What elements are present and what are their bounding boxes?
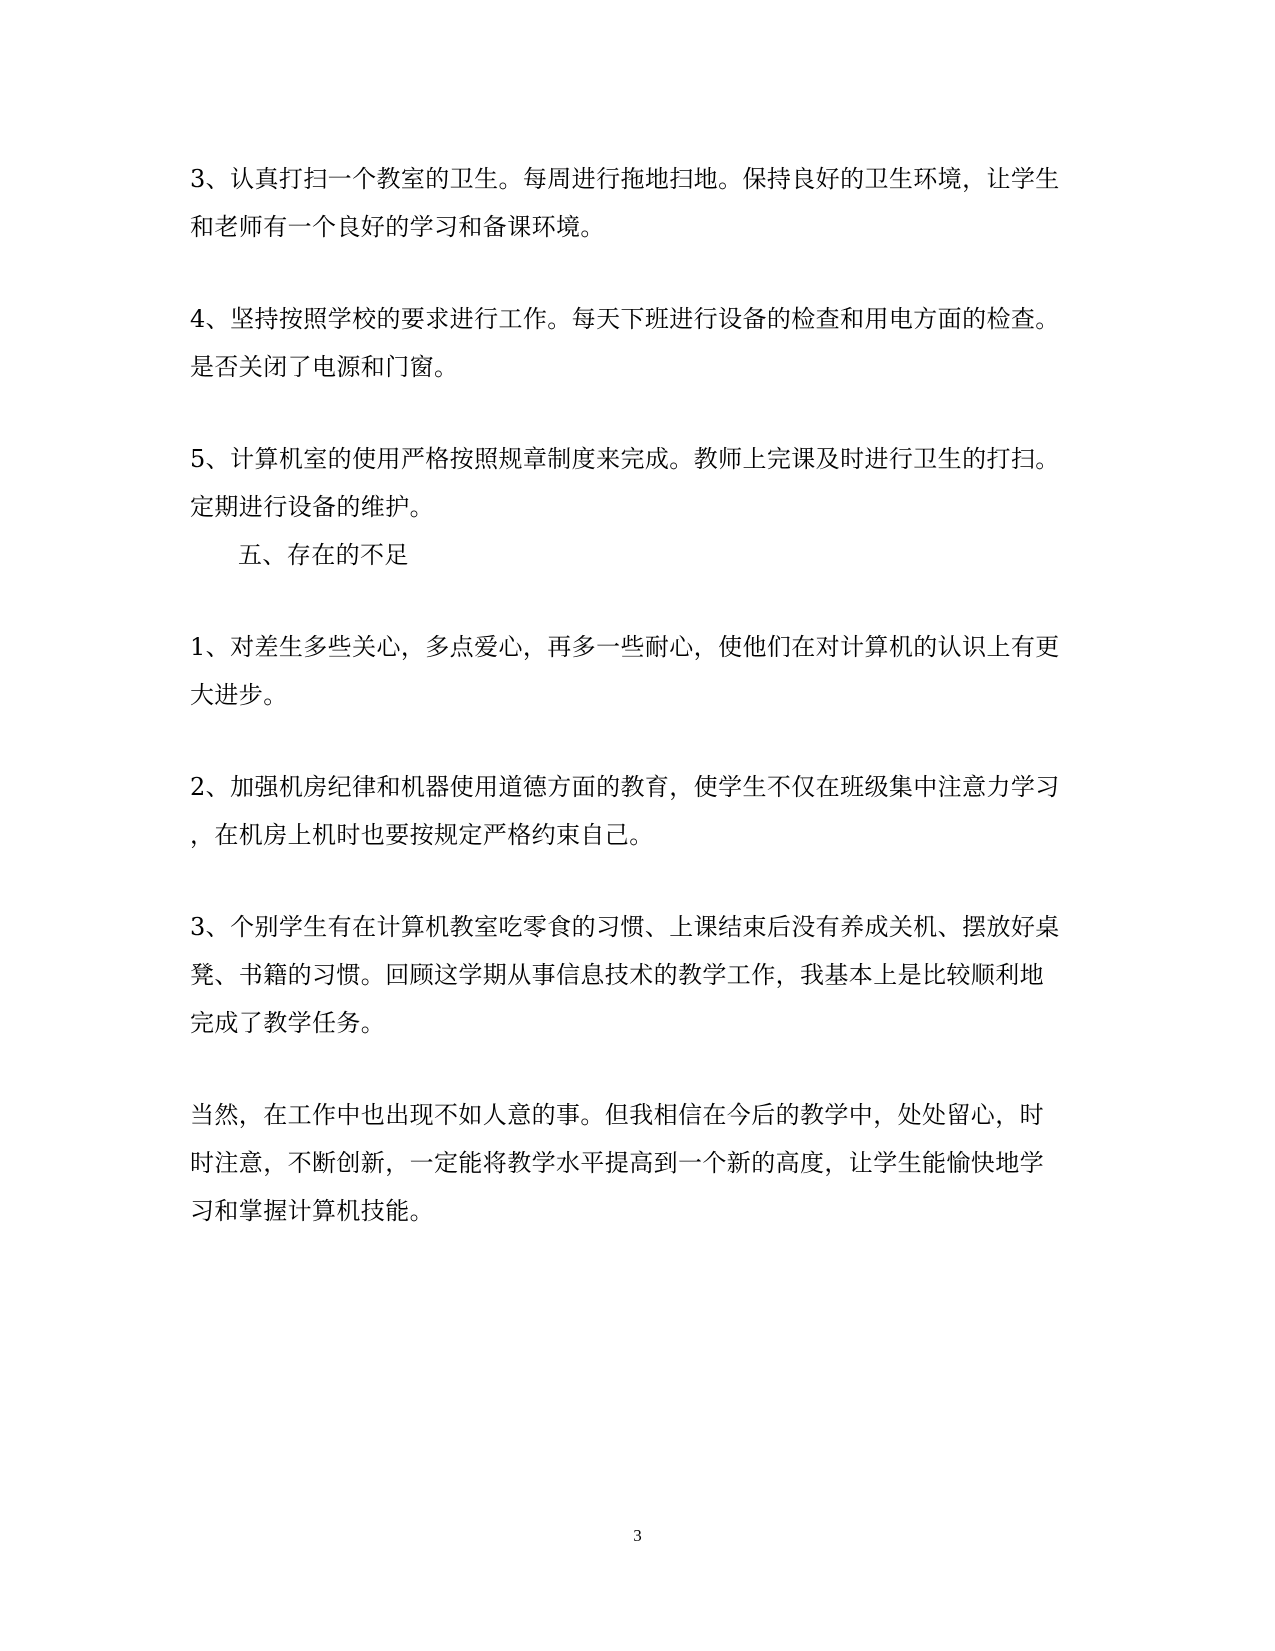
paragraph-line: 3、个别学生有在计算机教室吃零食的习惯、上课结束后没有养成关机、摆放好桌 [190,913,1060,941]
paragraph-line: 时注意，不断创新，一定能将教学水平提高到一个新的高度，让学生能愉快地学 [190,1149,1044,1177]
paragraph-line: 2、加强机房纪律和机器使用道德方面的教育，使学生不仅在班级集中注意力学习 [190,773,1060,801]
paragraph-line: 完成了教学任务。 [190,1009,386,1037]
paragraph-line: 大进步。 [190,681,288,709]
paragraph-line: 定期进行设备的维护。 [190,493,434,521]
paragraph-line: 是否关闭了电源和门窗。 [190,353,459,381]
paragraph-line: 习和掌握计算机技能。 [190,1197,434,1225]
section-heading: 五、存在的不足 [238,541,409,569]
paragraph-line: 凳、书籍的习惯。回顾这学期从事信息技术的教学工作，我基本上是比较顺利地 [190,961,1044,989]
paragraph-line: 1、对差生多些关心，多点爱心，再多一些耐心，使他们在对计算机的认识上有更 [190,633,1060,661]
paragraph-line: 5、计算机室的使用严格按照规章制度来完成。教师上完课及时进行卫生的打扫。 [190,445,1060,473]
paragraph-line: 4、坚持按照学校的要求进行工作。每天下班进行设备的检查和用电方面的检查。 [190,305,1060,333]
paragraph-line: 和老师有一个良好的学习和备课环境。 [190,213,605,241]
paragraph-line: ，在机房上机时也要按规定严格约束自己。 [190,821,654,849]
paragraph-line: 3、认真打扫一个教室的卫生。每周进行拖地扫地。保持良好的卫生环境，让学生 [190,165,1060,193]
paragraph-line: 当然，在工作中也出现不如人意的事。但我相信在今后的教学中，处处留心，时 [190,1101,1044,1129]
page-number: 3 [633,1526,642,1545]
